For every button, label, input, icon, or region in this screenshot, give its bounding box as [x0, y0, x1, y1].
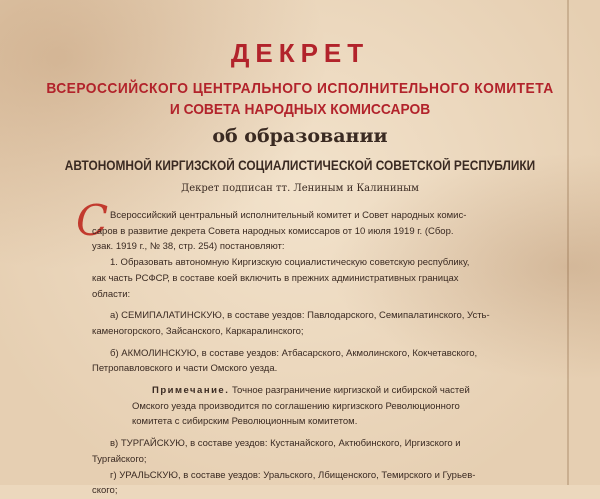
item-b-line: Петропавловского и части Омского уезда.: [92, 363, 278, 375]
decree-title: ДЕКРЕТ: [230, 38, 370, 68]
item-v-line: в) ТУРГАЙСКУЮ, в составе уездов: Кустанайского, Актюбинского, Иргизского и: [110, 438, 461, 450]
point1-line: области:: [92, 288, 131, 300]
note-line: [92, 383, 524, 399]
point1-line: как часть РСФСР, в составе коей включить в прежних административных границах: [92, 272, 459, 284]
decree-body: [92, 208, 524, 499]
signature-note: Декрет подписан тт. Лениным и Калининым: [181, 183, 419, 194]
intro-line: Всероссийский центральный исполнительный комитет и Совет народных комис-: [110, 210, 467, 221]
intro-line: саров в развитие декрета Совета народных комиссаров от 10 июля 1919 г. (Сбор.: [92, 225, 454, 237]
note-label: Примечание.: [152, 385, 230, 397]
republic-name: АВТОНОМНОЙ КИРГИЗСКОЙ СОЦИАЛИСТИЧЕСКОЙ СОВЕТСКОЙ РЕСПУБЛИКИ: [64, 158, 536, 173]
paper-fold: [567, 0, 569, 485]
intro-line: узак. 1919 г., № 38, стр. 254) постановляют:: [92, 241, 285, 253]
issuer-line-2: И СОВЕТА НАРОДНЫХ КОМИССАРОВ: [169, 101, 431, 118]
item-b-line: б) АКМОЛИНСКУЮ, в составе уездов: Атбасарского, Акмолинского, Кокчетавского,: [110, 347, 478, 359]
issuer-line-1: ВСЕРОССИЙСКОГО ЦЕНТРАЛЬНОГО ИСПОЛНИТЕЛЬНОГО КОМИТЕТА: [46, 80, 554, 97]
note-text: Точное разграничение киргизской и сибирской частей: [232, 385, 470, 397]
drop-cap: С: [76, 196, 109, 245]
point1-line: 1. Образовать автономную Киргизскую социалистическую советскую республику,: [110, 257, 470, 269]
item-v-line: Тургайского;: [92, 453, 147, 465]
item-a-line: а) СЕМИПАЛАТИНСКУЮ, в составе уездов: Павлодарского, Семипалатинского, Усть-: [110, 310, 490, 322]
note-line: Омского уезда производится по соглашению киргизского Революционного: [132, 400, 460, 412]
decree-subject: об образовании: [212, 125, 388, 147]
note-line: комитета с сибирским Революционным комитетом.: [132, 416, 358, 428]
item-a-line: каменогорского, Зайсанского, Каркаралинского;: [92, 325, 304, 337]
item-g-line: ского;: [92, 485, 118, 497]
item-g-line: г) УРАЛЬСКУЮ, в составе уездов: Уральского, Лбищенского, Темирского и Гурьев-: [110, 469, 476, 481]
